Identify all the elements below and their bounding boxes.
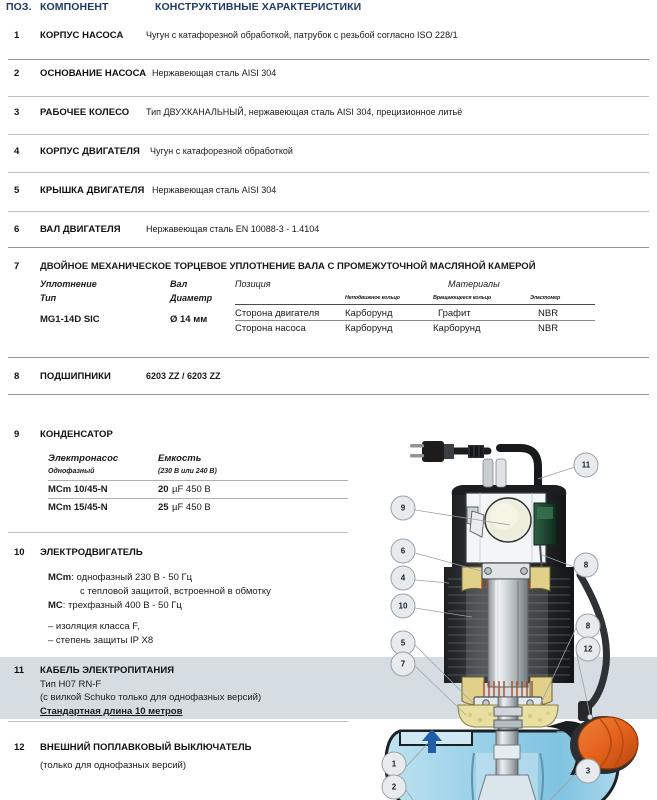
capacitor-divider xyxy=(48,480,348,481)
callout-8-lower[interactable] xyxy=(576,614,600,638)
seal-position-1: Сторона двигателя xyxy=(235,308,320,319)
capacitor-header-capacity: Емкость xyxy=(158,453,202,464)
capacitor-header-pump: Электронасос xyxy=(48,453,119,464)
seal-header-diameter: Диаметр xyxy=(170,293,213,303)
table-row-8 xyxy=(0,360,657,396)
row-component: КОРПУС НАСОСА xyxy=(40,30,124,41)
callout-1[interactable] xyxy=(382,752,406,776)
row-description: Нержавеющая сталь EN 10088-3 - 1.4104 xyxy=(146,224,320,234)
row-number: 11 xyxy=(14,665,25,676)
row-number: 1 xyxy=(14,30,20,41)
seal-elastomer-2: NBR xyxy=(538,323,559,334)
table-row-3 xyxy=(0,99,657,135)
motor-line-1-label: MCm xyxy=(48,572,72,583)
seal-fixed-ring-2: Карборунд xyxy=(345,323,393,334)
cable-line-1: Тип H07 RN-F xyxy=(40,679,102,690)
callout-label: 12 xyxy=(583,644,593,654)
callout-4[interactable] xyxy=(391,566,415,590)
callout-label: 7 xyxy=(400,659,406,669)
callout-label: 1 xyxy=(391,759,397,769)
power-cable-icon xyxy=(410,441,488,462)
callout-11[interactable] xyxy=(574,453,598,477)
column-header-component: КОМПОНЕНТ xyxy=(40,1,109,13)
callout-8-upper[interactable] xyxy=(574,553,598,577)
row-number: 2 xyxy=(14,68,20,79)
row-component: КОНДЕНСАТОР xyxy=(40,429,113,440)
callout-6[interactable] xyxy=(391,539,415,563)
row-number: 5 xyxy=(14,185,20,196)
motor-line-1 xyxy=(48,572,192,583)
row-number: 6 xyxy=(14,224,20,235)
row-component: ЭЛЕКТРОДВИГАТЕЛЬ xyxy=(40,547,143,558)
callout-label: 10 xyxy=(398,601,408,611)
row-divider xyxy=(8,172,649,173)
callout-label: 3 xyxy=(585,766,591,776)
cable-line-3: Стандартная длина 10 метров xyxy=(40,706,183,717)
pump-cutaway-diagram xyxy=(370,415,657,800)
callout-label: 4 xyxy=(400,573,406,583)
row-number: 8 xyxy=(14,371,20,382)
row-description: Чугун с катафорезной обработкой xyxy=(150,146,293,156)
seal-header-seal: Уплотнение xyxy=(40,279,97,289)
callout-2[interactable] xyxy=(382,775,406,799)
seal-rotating-ring-1: Графит xyxy=(438,308,471,319)
row-component: КРЫШКА ДВИГАТЕЛЯ xyxy=(40,185,145,196)
table-row-2 xyxy=(0,62,657,98)
callout-7[interactable] xyxy=(391,652,415,676)
table-header xyxy=(0,0,657,16)
motor-line-2: с тепловой защитой, встроенной в обмотку xyxy=(80,586,271,597)
callout-9[interactable] xyxy=(391,496,415,520)
seal-header-elastomer: Эластомер xyxy=(530,295,561,301)
callout-label: 6 xyxy=(400,546,406,556)
row-divider xyxy=(8,134,649,135)
seal-elastomer-1: NBR xyxy=(538,308,559,319)
row-component: КОРПУС ДВИГАТЕЛЯ xyxy=(40,146,140,157)
row-component: РАБОЧЕЕ КОЛЕСО xyxy=(40,107,130,118)
callout-label: 11 xyxy=(581,460,591,470)
callout-12[interactable] xyxy=(576,637,600,661)
callout-3[interactable] xyxy=(576,759,600,783)
table-row-1 xyxy=(0,25,657,61)
seal-header-fixed-ring: Неподвижное кольцо xyxy=(345,295,400,301)
seal-divider xyxy=(235,320,595,321)
row-number: 9 xyxy=(14,429,20,440)
row-description: Нержавеющая сталь AISI 304 xyxy=(152,185,277,195)
row-divider xyxy=(8,394,649,395)
motor-line-4: – изоляция класса F, xyxy=(48,621,140,632)
callout-label: 2 xyxy=(391,782,397,792)
seal-type: MG1-14D SIC xyxy=(40,314,100,325)
callout-10[interactable] xyxy=(391,594,415,618)
row-description: Чугун с катафорезной обработкой, патрубок с резьбой согласно ISO 228/1 xyxy=(146,30,458,40)
row-number: 3 xyxy=(14,107,20,118)
cable-line-2: (с вилкой Schuko только для однофазных версий) xyxy=(40,692,262,703)
capacitor-value-2-bold: 25 xyxy=(158,502,169,513)
seal-position-2: Сторона насоса xyxy=(235,323,306,334)
row-divider xyxy=(8,532,348,533)
seal-rotating-ring-2: Карборунд xyxy=(433,323,481,334)
callout-label: 5 xyxy=(400,638,406,648)
column-header-pos: ПОЗ. xyxy=(6,1,32,13)
callout-label: 8 xyxy=(583,560,589,570)
row-divider xyxy=(8,247,649,248)
capacitor-model-1: MCm 10/45-N xyxy=(48,484,108,495)
row-divider xyxy=(8,357,649,358)
seal-divider xyxy=(235,304,595,305)
seal-header-shaft: Вал xyxy=(170,279,188,289)
table-row-4 xyxy=(0,137,657,173)
row-divider xyxy=(8,96,649,97)
row-component: ПОДШИПНИКИ xyxy=(40,371,111,382)
callout-5[interactable] xyxy=(391,631,415,655)
capacitor-header-phase: Однофазный xyxy=(48,468,95,475)
capacitor-header-voltage: (230 В или 240 В) xyxy=(158,468,217,475)
row-description: Нержавеющая сталь AISI 304 xyxy=(152,68,277,78)
seal-header-materials: Материалы xyxy=(448,279,500,289)
row-number: 7 xyxy=(14,261,20,272)
motor-line-3-label: MC xyxy=(48,600,63,611)
row-number: 4 xyxy=(14,146,20,157)
motor-line-3 xyxy=(48,600,182,611)
row-description: 6203 ZZ / 6203 ZZ xyxy=(146,371,221,381)
capacitor-model-2: MCm 15/45-N xyxy=(48,502,108,513)
callout-label: 9 xyxy=(400,503,406,513)
capacitor-value-1-unit: µF 450 В xyxy=(172,484,211,495)
row-number: 12 xyxy=(14,742,25,753)
column-header-characteristics: КОНСТРУКТИВНЫЕ ХАРАКТЕРИСТИКИ xyxy=(155,1,362,13)
table-row-6 xyxy=(0,214,657,248)
table-row-5 xyxy=(0,175,657,211)
seal-title: ДВОЙНОЕ МЕХАНИЧЕСКОЕ ТОРЦЕВОЕ УПЛОТНЕНИЕ ВАЛА С ПРОМЕЖУТОЧНОЙ МАСЛЯНОЙ КАМЕРОЙ xyxy=(40,261,536,272)
seal-header-position: Позиция xyxy=(235,279,271,289)
row-description: Тип ДВУХКАНАЛЬНЫЙ, нержавеющая сталь AISI 304, прецизионное литьё xyxy=(146,107,463,117)
motor-line-5: – степень защиты IP X8 xyxy=(48,635,154,646)
row-divider xyxy=(8,211,649,212)
callout-label: 8 xyxy=(585,621,591,631)
capacitor-value-2-unit: µF 450 В xyxy=(172,502,211,513)
seal-fixed-ring-1: Карборунд xyxy=(345,308,393,319)
motor-line-3-text: : трехфазный 400 В - 50 Гц xyxy=(62,600,182,611)
seal-diameter: Ø 14 мм xyxy=(170,314,208,325)
capacitor-divider xyxy=(48,498,348,499)
float-line-1: (только для однофазных версий) xyxy=(40,760,187,771)
row-divider xyxy=(8,59,649,60)
motor-line-1-text: : однофазный 230 В - 50 Гц xyxy=(71,572,193,583)
row-component: КАБЕЛЬ ЭЛЕКТРОПИТАНИЯ xyxy=(40,665,175,676)
capacitor-value-1-bold: 20 xyxy=(158,484,169,495)
row-number: 10 xyxy=(14,547,25,558)
row-component: ВНЕШНИЙ ПОПЛАВКОВЫЙ ВЫКЛЮЧАТЕЛЬ xyxy=(40,742,252,753)
seal-header-type: Тип xyxy=(40,293,57,303)
table-row-7-seal xyxy=(0,250,657,360)
row-component: ОСНОВАНИЕ НАСОСА xyxy=(40,68,147,79)
row-component: ВАЛ ДВИГАТЕЛЯ xyxy=(40,224,121,235)
row-divider xyxy=(8,721,348,722)
seal-header-rotating-ring: Вращающееся кольцо xyxy=(433,295,491,301)
